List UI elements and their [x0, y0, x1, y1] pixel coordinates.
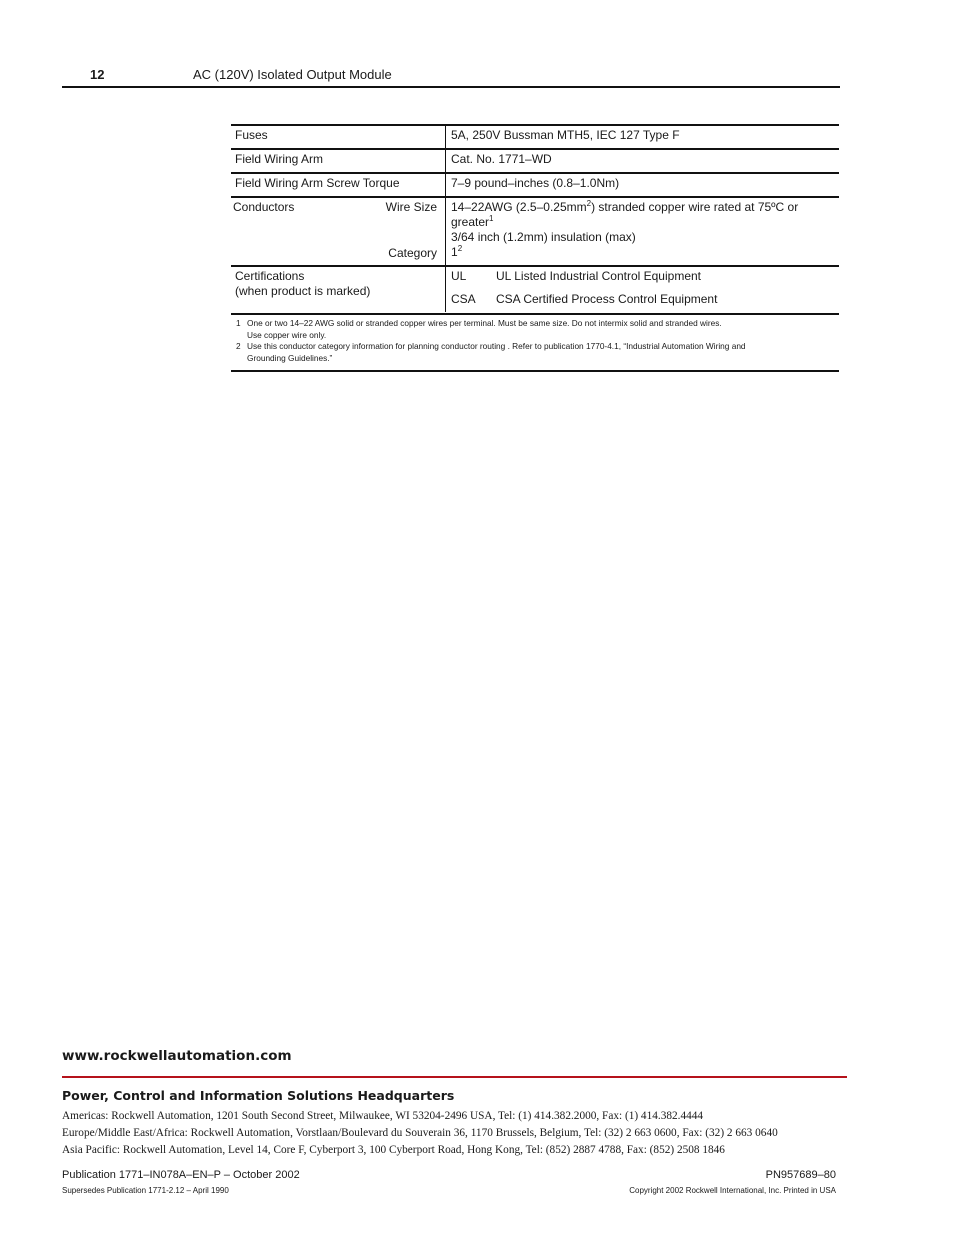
spec-row-fuses [231, 125, 839, 149]
spec-row-conductors [231, 197, 839, 266]
publication-number: Publication 1771–IN078A–EN–P – October 2002 [62, 1169, 300, 1181]
page-number: 12 [90, 67, 105, 82]
footnote-number: 2 [236, 341, 241, 351]
document-title: AC (120V) Isolated Output Module [193, 67, 392, 82]
category-value [451, 245, 835, 260]
wire-size-value [451, 200, 835, 230]
certification-text: CSA Certified Process Control Equipment [496, 292, 718, 306]
website-link[interactable]: www.rockwellautomation.com [62, 1048, 292, 1064]
footnote-text: Grounding Guidelines.” [247, 352, 333, 363]
footnote-text: Use copper wire only. [247, 329, 327, 340]
wire-size-text: ) stranded copper wire rated at 75ºC or greater [451, 200, 799, 229]
footer-divider [62, 1076, 847, 1078]
certification-mark: UL [451, 269, 467, 283]
spec-label: Field Wiring Arm Screw Torque [231, 173, 446, 197]
spec-label: Fuses [231, 125, 446, 149]
spec-value: Cat. No. 1771–WD [446, 149, 840, 173]
wire-size-text: 14–22AWG (2.5–0.25mm [451, 200, 587, 214]
spec-value: 5A, 250V Bussman MTH5, IEC 127 Type F [446, 125, 840, 149]
certifications-sublabel: (when product is marked) [235, 284, 371, 298]
certifications-value-cell [446, 266, 840, 312]
footnote [231, 341, 839, 364]
certification-text: UL Listed Industrial Control Equipment [496, 269, 701, 283]
certification-item [451, 292, 835, 307]
conductors-value-cell [446, 197, 840, 266]
footnote-text: One or two 14–22 AWG solid or stranded copper wires per terminal. Must be same size. Do not intermix solid and stranded wires. [247, 318, 722, 328]
address-americas: Americas: Rockwell Automation, 1201 South Second Street, Milwaukee, WI 53204-2496 USA, Tel: (1) 414.382.2000, Fax: (1) 414.382.4444 [62, 1110, 704, 1122]
page-header [62, 66, 840, 88]
address-emea: Europe/Middle East/Africa: Rockwell Automation, Vorstlaan/Boulevard du Souverain 36, 1170 Brussels, Belgium, Tel: (32) 2 663 0600, Fax: (32) 2 663 0640 [62, 1127, 778, 1139]
footnote-ref: 2 [586, 199, 592, 208]
certification-item [451, 269, 835, 284]
spec-value: 7–9 pound–inches (0.8–1.0Nm) [446, 173, 840, 197]
category-label: Category [388, 246, 437, 260]
spec-row-certifications [231, 266, 839, 312]
spec-label: Field Wiring Arm [231, 149, 446, 173]
certifications-label-cell [231, 266, 446, 312]
footnote-ref: 1 [489, 214, 494, 223]
footnote-ref: 2 [457, 244, 463, 253]
insulation-value: 3/64 inch (1.2mm) insulation (max) [451, 230, 636, 244]
copyright-notice: Copyright 2002 Rockwell International, Inc. Printed in USA [629, 1186, 836, 1195]
table-footnotes [231, 313, 839, 372]
supersedes-note: Supersedes Publication 1771-2.12 – April 1990 [62, 1186, 229, 1195]
specifications-table [231, 124, 839, 312]
part-number: PN957689–80 [765, 1169, 836, 1181]
certification-mark: CSA [451, 292, 476, 306]
address-asia-pacific: Asia Pacific: Rockwell Automation, Level 14, Core F, Cyberport 3, 100 Cyberport Road, Hong Kong, Tel: (852) 2887 4788, Fax: (852) 2508 1846 [62, 1144, 725, 1156]
conductors-label: Conductors [233, 200, 295, 214]
category-number: 1 [451, 245, 458, 259]
footnote-number: 1 [236, 318, 241, 328]
certifications-label: Certifications [235, 269, 305, 283]
footnote-text: Use this conductor category information for planning conductor routing . Refer to publication 1770-4.1, “Industrial Automation Wiring and [247, 341, 746, 351]
conductors-label-cell [231, 197, 446, 266]
spec-row-field-wiring-arm [231, 149, 839, 173]
wire-size-label: Wire Size [385, 200, 437, 214]
footnote [231, 318, 839, 341]
spec-row-screw-torque [231, 173, 839, 197]
headquarters-title: Power, Control and Information Solutions Headquarters [62, 1088, 455, 1103]
